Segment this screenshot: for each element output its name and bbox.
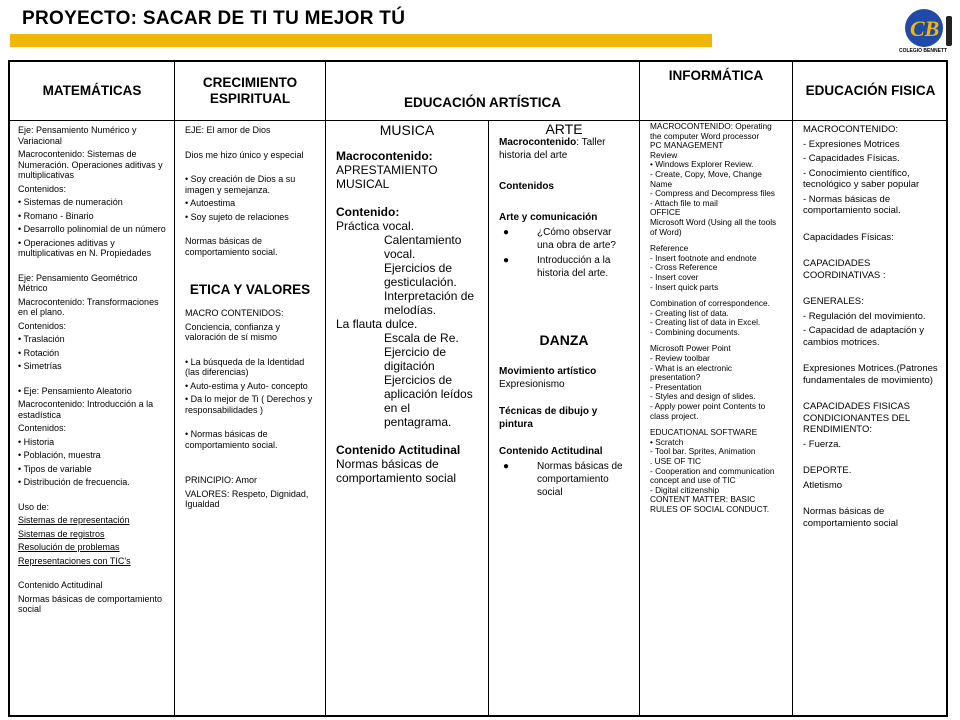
fisica-line: CAPACIDADES FISICAS CONDICIONANTES DEL RENDIMIENTO: [803,401,910,435]
matematicas-line: Sistemas de registros [18,528,105,539]
curriculum-table [8,60,948,717]
informatica-line: - Styles and design of slides. [650,391,756,402]
crecimiento-line: • Soy creación de Dios a su imagen y semejanza. [185,174,296,195]
header-matematicas: MATEMÁTICAS [42,83,142,98]
musica-practica-item: Interpretación de melodías. [384,289,475,317]
fisica-line: - Capacidad de adaptación y cambios motrices. [803,325,924,348]
arte-contenidos: Contenidos [499,181,554,192]
fisica-line: Normas básicas de comportamiento social [803,506,899,529]
fisica-line: Capacidades Físicas: [803,231,894,243]
fisica-line [803,351,944,360]
arte-list-item [499,226,629,252]
informatica-line: - Create, Copy, Move, Change Name [650,168,762,189]
musica-practica: Práctica vocal. [336,219,415,233]
musica-flauta-list [336,331,478,429]
matematicas-line: Eje: Pensamiento Numérico y Variacional [18,125,137,146]
crecimiento-line [185,139,315,147]
crecimiento-line: Dios me hizo único y especial [185,149,304,160]
etica-line: VALORES: Respeto, Dignidad, Igualdad [185,488,309,509]
informatica-line: - Compress and Decompress files [650,188,775,199]
matematicas-line: Contenidos: [18,423,67,433]
crecimiento-line: • Autoestima [185,198,236,208]
musica-flauta-item: Ejercicios de aplicación leídos en el pentagrama. [384,373,473,429]
informatica-line: - Insert footnote and endnote [650,252,757,263]
page-title: PROYECTO: SACAR DE TI TU MEJOR TÚ [22,8,406,29]
informatica-line: • Scratch [650,436,684,447]
informatica-line: - Insert cover [650,271,699,282]
header-artistica: EDUCACIÓN ARTÍSTICA [404,95,561,110]
etica-line: • La búsqueda de la Identidad (las diferencias) [185,356,305,377]
etica-line: • Auto-estima y Auto- concepto [185,380,308,391]
arte-macro [499,136,629,162]
logo-school-name: COLEGIO BENNETT [898,48,948,54]
musica-flauta: La flauta dulce. [336,317,418,331]
matematicas-content [10,121,174,622]
matematicas-line: • Eje: Pensamiento Aleatorio [18,385,132,396]
matematicas-line: • Simetrías [18,361,62,371]
etica-list [185,308,315,510]
etica-line [185,418,315,426]
fisica-line [803,494,944,503]
informatica-line: - Combining documents. [650,326,740,337]
informatica-line: - Cooperation and communication concept and use of TIC [650,465,775,486]
crecimiento-line [185,225,315,233]
matematicas-line: Contenidos: [18,320,67,331]
etica-line [185,453,315,461]
matematicas-line: • Distribución de frecuencia. [18,477,130,487]
informatica-line: - What is an electronic presentation? [650,362,733,383]
danza-expresionismo: Expresionismo [499,379,565,390]
informatica-line: - Creating list of data in Excel. [650,317,761,328]
fisica-line: Expresiones Motrices.(Patrones fundamentales de movimiento) [803,363,938,386]
arte-content [489,121,639,501]
title-underline-bar [10,34,712,47]
matematicas-line: • Historia [18,436,55,447]
matematicas-line: Resolución de problemas [18,542,120,552]
informatica-line: MACROCONTENIDO: Operating the computer Word processor [650,121,772,141]
fisica-line [803,453,944,462]
matematicas-line: • Desarrollo polinomial de un número [18,224,166,234]
logo-tower [946,16,952,46]
danza-tecnicas: Técnicas de dibujo y pintura [499,406,598,430]
etica-line [185,464,315,472]
danza-actitudinal: Contenido Actitudinal [499,446,603,457]
matematicas-line: • Tipos de variable [18,463,92,474]
matematicas-line [18,262,166,270]
informatica-content [640,121,792,515]
musica-content [326,121,488,487]
fisica-line: GENERALES: [803,296,864,307]
musica-macro-label: Macrocontenido: [336,149,433,163]
matematicas-line: Macrocontenido: Transformaciones en el plano. [18,296,159,317]
crecimiento-line: • Soy sujeto de relaciones [185,211,289,222]
informatica-line: OFFICE [650,207,681,218]
bullet-icon: ● [503,461,510,472]
musica-practica-item: Ejercicios de gesticulación. [384,261,457,289]
matematicas-line: • Romano - Binario [18,210,94,221]
danza-movimiento: Movimiento artístico [499,366,597,377]
matematicas-line [18,569,166,577]
crecimiento-line: Normas básicas de comportamiento social. [185,236,278,257]
etica-line: MACRO CONTENIDOS: [185,308,284,318]
arte-item-text: Introducción a la historia del arte. [537,255,611,279]
informatica-line: - Cross Reference [650,262,718,273]
etica-line [185,346,315,354]
matematicas-line: Contenido Actitudinal [18,580,103,590]
crecimiento-list [185,125,315,257]
informatica-line: - Insert quick parts [650,281,719,292]
fisica-line: - Regulación del movimiento. [803,310,926,322]
header-crecimiento: CRECIMIENTO ESPIRITUAL [202,75,298,106]
danza-title: DANZA [539,332,589,348]
informatica-line: PC MANAGEMENT [650,140,724,151]
fisica-line: MACROCONTENIDO: [803,124,898,135]
musica-actitudinal-label: Contenido Actitudinal [336,443,461,457]
informatica-line: - Creating list of data. [650,307,729,318]
informatica-line: CONTENT MATTER: BASIC RULES OF SOCIAL CONDUCT. [650,494,770,514]
fisica-line: - Normas básicas de comportamiento social. [803,193,901,216]
arte-list [499,226,629,280]
crecimiento-line [185,163,315,171]
fisica-line [803,246,944,255]
matematicas-line: Macrocontenido: Introducción a la estadística [18,399,154,420]
musica-practica-item: Calentamiento vocal. [384,233,462,261]
informatica-line: Microsoft Word (Using all the tools of Word) [650,216,777,237]
arte-item-text: ¿Cómo observar una obra de arte? [537,227,616,251]
informatica-line: Microsoft Power Point [650,343,731,354]
arte-comunicacion: Arte y comunicación [499,212,598,223]
header-fisica: EDUCACIÓN FISICA [805,83,936,98]
etica-line: • Da lo mejor de Ti ( Derechos y responsabilidades ) [185,394,313,415]
matematicas-line: Eje: Pensamiento Geométrico Métrico [18,272,138,293]
informatica-line: - Review toolbar [650,353,710,364]
fisica-line: CAPACIDADES COORDINATIVAS : [803,258,886,281]
informatica-line: Reference [650,243,689,254]
informatica-line: - Digital citizenship [650,484,720,495]
fisica-line: Atletismo [803,479,843,491]
fisica-line [803,389,944,398]
arte-title: ARTE [545,121,583,137]
arte-macro-text: : Taller historia del arte [499,137,606,161]
matematicas-line: Sistemas de representación [18,515,130,525]
informatica-line: - Tool bar. Sprites, Animation [650,446,756,457]
informatica-line: . USE OF TIC [650,456,702,466]
fisica-line [803,220,944,229]
fisica-line: - Conocimiento científico, tecnológico y saber popular [803,167,920,190]
fisica-line: - Expresiones Motrices [803,138,900,150]
informatica-line: Review [650,149,678,160]
crecimiento-line: EJE: El amor de Dios [185,125,271,135]
bullet-icon: ● [503,227,510,238]
bullet-icon: ● [503,255,510,266]
etica-title: ETICA Y VALORES [189,282,311,297]
informatica-line: - Attach file to mail [650,197,718,208]
arte-macro-label: Macrocontenido [499,137,577,148]
matematicas-line: • Operaciones aditivas y multiplicativas en N. Propiedades [18,237,152,258]
fisica-line [803,284,944,293]
fisica-line: - Fuerza. [803,438,842,450]
musica-flauta-item: Escala de Re. [384,331,459,345]
matematicas-line: • Rotación [18,347,60,358]
matematicas-line: • Población, muestra [18,450,101,460]
fisica-content [793,121,948,532]
informatica-line: - Presentation [650,381,702,392]
matematicas-line: Normas básicas de comportamiento social [18,593,163,614]
musica-macro-text: APRESTAMIENTO MUSICAL [336,163,438,191]
musica-practica-list [336,233,478,317]
matematicas-line: Uso de: [18,501,50,512]
fisica-line: - Capacidades Físicas. [803,153,900,164]
logo-monogram: CB [910,16,940,41]
matematicas-line: • Traslación [18,334,65,344]
etica-line: PRINCIPIO: Amor [185,475,258,485]
matematicas-line: Macrocontenido: Sistemas de Numeración. Operaciones aditivas y multiplicativas [18,149,163,180]
header-informatica: INFORMÁTICA [668,68,764,83]
matematicas-line: • Sistemas de numeración [18,197,123,207]
musica-flauta-item: Ejercicio de digitación [384,345,447,373]
matematicas-line: Contenidos: [18,183,67,194]
etica-line: • Normas básicas de comportamiento social. [185,429,278,450]
fisica-line: DEPORTE. [803,465,852,476]
danza-normas-row [499,460,629,499]
matematicas-line: Representaciones con TIC's [18,555,131,566]
informatica-line: EDUCATIONAL SOFTWARE [650,427,758,438]
musica-title: MUSICA [379,122,435,138]
arte-list-item [499,254,629,280]
crecimiento-content [175,121,325,517]
matematicas-line [18,375,166,383]
etica-line: Conciencia, confianza y valoración de sí mismo [185,321,281,342]
danza-normas: Normas básicas de comportamiento social [537,461,623,498]
informatica-line: • Windows Explorer Review. [650,159,754,170]
musica-actitudinal-text: Normas básicas de comportamiento social [336,457,457,485]
musica-contenido-label: Contenido: [336,205,400,219]
informatica-line: Combination of correspondence. [650,298,770,309]
matematicas-line [18,491,166,499]
informatica-line: - Apply power point Contents to class project. [650,401,766,421]
